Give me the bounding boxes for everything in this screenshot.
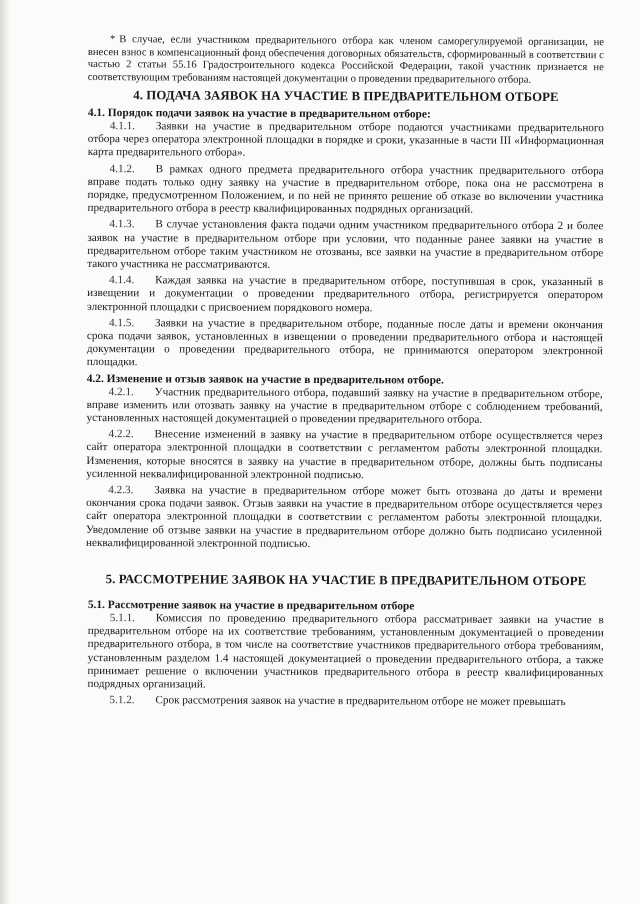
clause-5-1-2: [87, 694, 603, 709]
clause-number: 4.1.2.: [109, 162, 135, 175]
section-4-title: 4. ПОДАЧА ЗАЯВОК НА УЧАСТИЕ В ПРЕДВАРИТЕЛЬНОМ ОТБОРЕ: [133, 88, 559, 105]
clause-text: В рамках одного предмета предварительного отбора участник предварительного отбора вправе подать только одну заявку на участие в предварительном отборе, пока она не рассмотрена в порядке, предусмотренном Положением, и по ней не принято решение об отказе во включении участника предварительного отбора в реестр квалифицированных подрядных организаций.: [87, 162, 604, 216]
clause-number: 4.1.1.: [109, 120, 136, 133]
clause-number: 4.2.2.: [108, 428, 134, 441]
footnote-mark: *: [109, 34, 116, 46]
clause-text: Заявки на участие в предварительном отборе подаются участниками предварительного отбора через оператора электронной площадки в порядке и сроки, указанные в части III «Информационная карта предварительного отбора».: [87, 120, 604, 160]
clause-number: 4.2.1.: [108, 385, 134, 398]
clause-4-2-1: [87, 386, 603, 428]
footnote-text: В случае, если участником предварительного отбора как членом саморегулируемой организации, не внесен взнос в компенсационный фонд обеспечения договорных обязательств, сформированный в соответствии с частью 2 статьи 55.16 Градостроительного кодекса Российской Федерации, такой участник признается не соответствующим требованиям настоящей документации о проведении предварительного отбора.: [87, 34, 604, 86]
clause-number: 4.1.5.: [108, 316, 135, 330]
subsection-4-2-title: 4.2. Изменение и отзыв заявок на участие в предварительном отборе.: [86, 372, 444, 387]
clause-4-1-1: [88, 120, 604, 162]
section-5-title: 5. РАССМОТРЕНИЕ ЗАЯВОК НА УЧАСТИЕ В ПРЕДВАРИТЕЛЬНОМ ОТБОРЕ: [105, 572, 587, 589]
clause-4-2-2: [86, 428, 602, 483]
clause-4-1-5: [87, 317, 603, 372]
subsection-4-1-title: 4.1. Порядок подачи заявок на участие в предварительном отборе:: [87, 106, 431, 121]
section-5: [87, 572, 604, 710]
clause-number: 5.1.1.: [109, 612, 135, 625]
clause-number: 4.1.3.: [109, 218, 135, 231]
clause-text: Комиссия по проведению предварительного отбора рассматривает заявки на участие в предварительном отборе на их соответствие требованиям, установленным документацией о проведении предварительного отбора, в том числе на соответствие участников предварительного отбора требованиям, установленным разделом 1.4 настоящей документацией о проведении предварительного отбора, а также принимает решение о включении участников предварительного отбора в реестр квалифицированных подрядных организаций.: [87, 612, 604, 691]
section-4: [86, 88, 604, 552]
clause-text: Заявки на участие в предварительном отборе, поданные после даты и времени окончания срока подачи заявок, установленных в извещении о проведении предварительного отбора и настоящей документации о проведении предварительного отбора, не принимаются оператором электронной площадки.: [86, 317, 603, 369]
clause-number: 5.1.2.: [109, 694, 135, 707]
clause-text: Участник предварительного отбора, подавший заявку на участие в предварительном отборе, вправе изменить или отозвать заявку на участие в предварительном отборе с соблюдением требований, установленных настоящей документацией о проведении предварительного отбора.: [86, 385, 603, 426]
clause-4-1-2: [87, 163, 603, 218]
clause-4-2-3: [86, 484, 602, 552]
clause-number: 4.2.3.: [108, 484, 134, 497]
clause-text: Заявка на участие в предварительном отборе может быть отозвана до даты и времени окончания срока подачи заявок. Отзыв заявки на участие в предварительном отборе осуществляется через сайт оператора электронной площадки в соответствии с регламентом работы электронной площадки. Уведомление об отзыве заявки на участие в предварительном отборе должно быть подписано усиленной неквалифицированной электронной подписью.: [85, 484, 603, 550]
clause-4-1-4: [87, 274, 603, 316]
clause-number: 4.1.4.: [109, 274, 135, 287]
clause-5-1-1: [87, 612, 603, 693]
clause-text: Внесение изменений в заявку на участие в предварительном отборе осуществляется через сайт оператора электронной площадки в соответствии с регламентом работы электронной площадки. Изменения, которые вносятся в заявку на участие в предварительном отборе, должны быть подписаны усиленной неквалифицированной электронной подписью.: [86, 428, 603, 482]
subsection-5-1-title: 5.1. Рассмотрение заявок на участие в предварительном отборе: [87, 599, 415, 613]
footnote: [88, 34, 604, 87]
clause-4-1-3: [87, 218, 603, 273]
clause-text: В случае установления факта подачи одним участником предварительного отбора 2 и более заявок на участие в предварительном отборе при условии, что поданные ранее заявки на участие в предварительном отборе таким участником не отозваны, все заявки на участие в предварительном отборе такого участника не рассматриваются.: [87, 218, 604, 271]
clause-text: Срок рассмотрения заявок на участие в предварительном отборе не может превышать: [155, 694, 566, 709]
clause-text: Каждая заявка на участие в предварительном отборе, поступившая в срок, указанный в извещении и документации о проведении предварительного отбора, регистрируется оператором электронной площадки с присвоением порядкового номера.: [87, 274, 604, 314]
